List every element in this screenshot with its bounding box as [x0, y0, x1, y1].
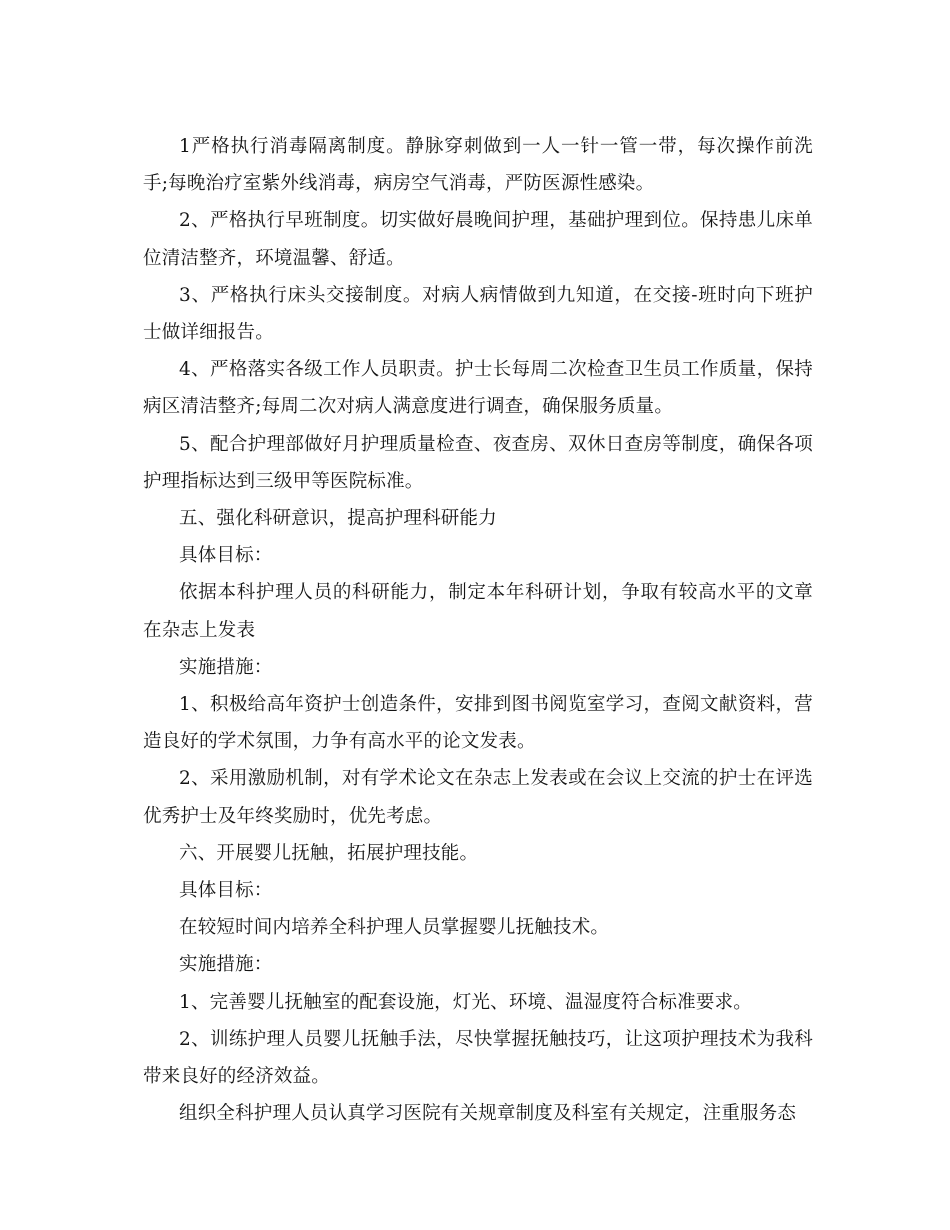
- section-heading-infant-massage: 六、开展婴儿抚触，拓展护理技能。: [179, 842, 479, 864]
- paragraph-early-shift-rule: 2、严格执行早班制度。切实做好晨晚间护理，基础护理到位。保持患儿床单位清洁整齐，环境温馨、舒适。: [143, 210, 813, 269]
- subheading-goal: 具体目标：: [179, 545, 273, 567]
- subheading-goal: 具体目标：: [179, 880, 273, 902]
- paragraph-massage-measure-1: 1、完善婴儿抚触室的配套设施，灯光、环境、温湿度符合标准要求。: [179, 991, 752, 1013]
- paragraph-research-measure-2: 2、采用激励机制，对有学术论文在杂志上发表或在会议上交流的护士在评选优秀护士及年终奖励时，优先考虑。: [143, 768, 813, 827]
- subheading-measures: 实施措施：: [179, 656, 273, 678]
- paragraph-quality-inspection: 5、配合护理部做好月护理质量检查、夜查房、双休日查房等制度，确保各项护理指标达到三级甲等医院标准。: [143, 433, 813, 492]
- paragraph-disinfection-rule: 1严格执行消毒隔离制度。静脉穿刺做到一人一针一管一带，每次操作前洗手;每晚治疗室紫外线消毒，病房空气消毒，严防医源性感染。: [143, 136, 813, 195]
- paragraph-massage-measure-2: 2、训练护理人员婴儿抚触手法，尽快掌握抚触技巧，让这项护理技术为我科带来良好的经济效益。: [143, 1028, 813, 1088]
- paragraph-staff-duties: 4、严格落实各级工作人员职责。护士长每周二次检查卫生员工作质量，保持病区清洁整齐;每周二次对病人满意度进行调查，确保服务质量。: [143, 359, 813, 418]
- section-heading-research: 五、强化科研意识，提高护理科研能力: [179, 508, 497, 530]
- paragraph-bedside-handover-rule: 3、严格执行床头交接制度。对病人病情做到九知道，在交接-班时向下班护士做详细报告。: [143, 284, 813, 344]
- paragraph-research-measure-1: 1、积极给高年资护士创造条件，安排到图书阅览室学习，查阅文献资料，营造良好的学术氛围，力争有高水平的论文发表。: [143, 694, 813, 753]
- paragraph-massage-goal: 在较短时间内培养全科护理人员掌握婴儿抚触技术。: [179, 917, 610, 939]
- paragraph-research-goal: 依据本科护理人员的科研能力，制定本年科研计划，争取有较高水平的文章在杂志上发表: [143, 582, 813, 641]
- document-body: [143, 128, 813, 1132]
- subheading-measures: 实施措施：: [179, 954, 273, 976]
- paragraph-study-rules: 组织全科护理人员认真学习医院有关规章制度及科室有关规定，注重服务态: [179, 1103, 797, 1125]
